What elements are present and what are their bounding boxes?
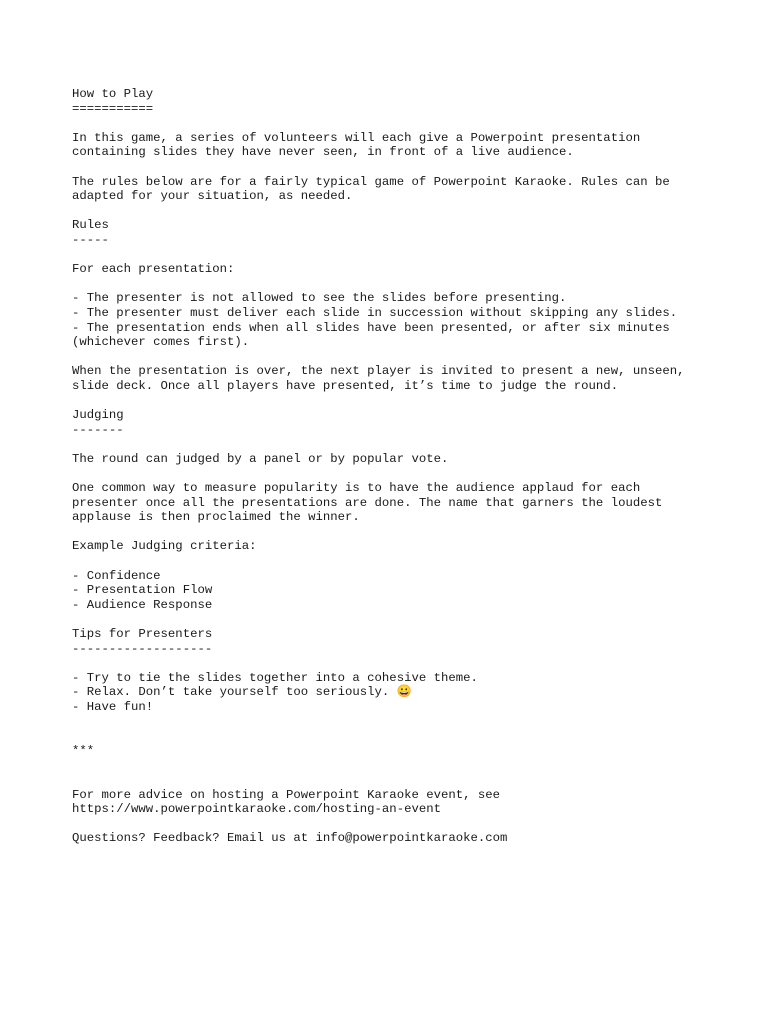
blank-line [72, 116, 732, 131]
blank-line [72, 758, 732, 773]
blank-line [72, 729, 732, 744]
blank-line [72, 437, 732, 452]
contact-line: Questions? Feedback? Email us at info@powerpointkaraoke.com [72, 831, 508, 846]
blank-line [72, 817, 732, 832]
document-body [72, 87, 732, 846]
intro-paragraph-line: containing slides they have never seen, in front of a live audience. [72, 145, 574, 160]
tip-list-item: - Have fun! [72, 699, 154, 714]
popularity-paragraph-line: applause is then proclaimed the winner. [72, 510, 360, 525]
blank-line [72, 350, 732, 365]
advice-line: For more advice on hosting a Powerpoint Karaoke event, see [72, 787, 501, 802]
judging-paragraph-line: The round can judged by a panel or by popular vote. [72, 451, 449, 466]
blank-line [72, 715, 732, 730]
blank-line [72, 773, 732, 788]
tip-list-item: - Try to tie the slides together into a cohesive theme. [72, 670, 478, 685]
popularity-paragraph-line: presenter once all the presentations are done. The name that garners the loudest [72, 495, 663, 510]
blank-line [72, 393, 732, 408]
heading-judging: Judging [72, 408, 124, 423]
section-divider: *** [72, 743, 95, 758]
heading-tips-for-presenters: Tips for Presenters [72, 626, 213, 641]
heading-rules: Rules [72, 218, 109, 233]
criteria-list-item: - Audience Response [72, 597, 213, 612]
rules-lead-in: For each presentation: [72, 262, 235, 277]
blank-line [72, 248, 732, 263]
criteria-list-item: - Presentation Flow [72, 583, 213, 598]
blank-line [72, 525, 732, 540]
popularity-paragraph-line: One common way to measure popularity is to have the audience applaud for each [72, 481, 641, 496]
blank-line [72, 466, 732, 481]
rules-intro-line: The rules below are for a fairly typical game of Powerpoint Karaoke. Rules can be [72, 174, 670, 189]
criteria-list-item: - Confidence [72, 568, 161, 583]
rule-list-item: - The presenter is not allowed to see the slides before presenting. [72, 291, 567, 306]
rule-list-item: - The presentation ends when all slides have been presented, or after six minutes [72, 320, 670, 335]
intro-paragraph-line: In this game, a series of volunteers will each give a Powerpoint presentation [72, 130, 641, 145]
rules-intro-line: adapted for your situation, as needed. [72, 189, 353, 204]
heading-underline: ----- [72, 232, 109, 247]
rule-list-item: - The presenter must deliver each slide in succession without skipping any slides. [72, 305, 678, 320]
tip-list-item: - Relax. Don’t take yourself too seriously. 😀 [72, 685, 413, 700]
blank-line [72, 204, 732, 219]
criteria-lead-in: Example Judging criteria: [72, 539, 257, 554]
next-player-paragraph-line: When the presentation is over, the next player is invited to present a new, unseen, [72, 364, 685, 379]
heading-underline: =========== [72, 101, 154, 116]
rule-list-item-continued: (whichever comes first). [72, 335, 250, 350]
blank-line [72, 554, 732, 569]
blank-line [72, 656, 732, 671]
heading-underline: ------- [72, 422, 124, 437]
heading-underline: ------------------- [72, 641, 213, 656]
heading-how-to-play: How to Play [72, 87, 154, 101]
blank-line [72, 277, 732, 292]
blank-line [72, 160, 732, 175]
next-player-paragraph-line: slide deck. Once all players have presented, it’s time to judge the round. [72, 378, 619, 393]
hosting-url: https://www.powerpointkaraoke.com/hosting-an-event [72, 802, 441, 817]
blank-line [72, 612, 732, 627]
